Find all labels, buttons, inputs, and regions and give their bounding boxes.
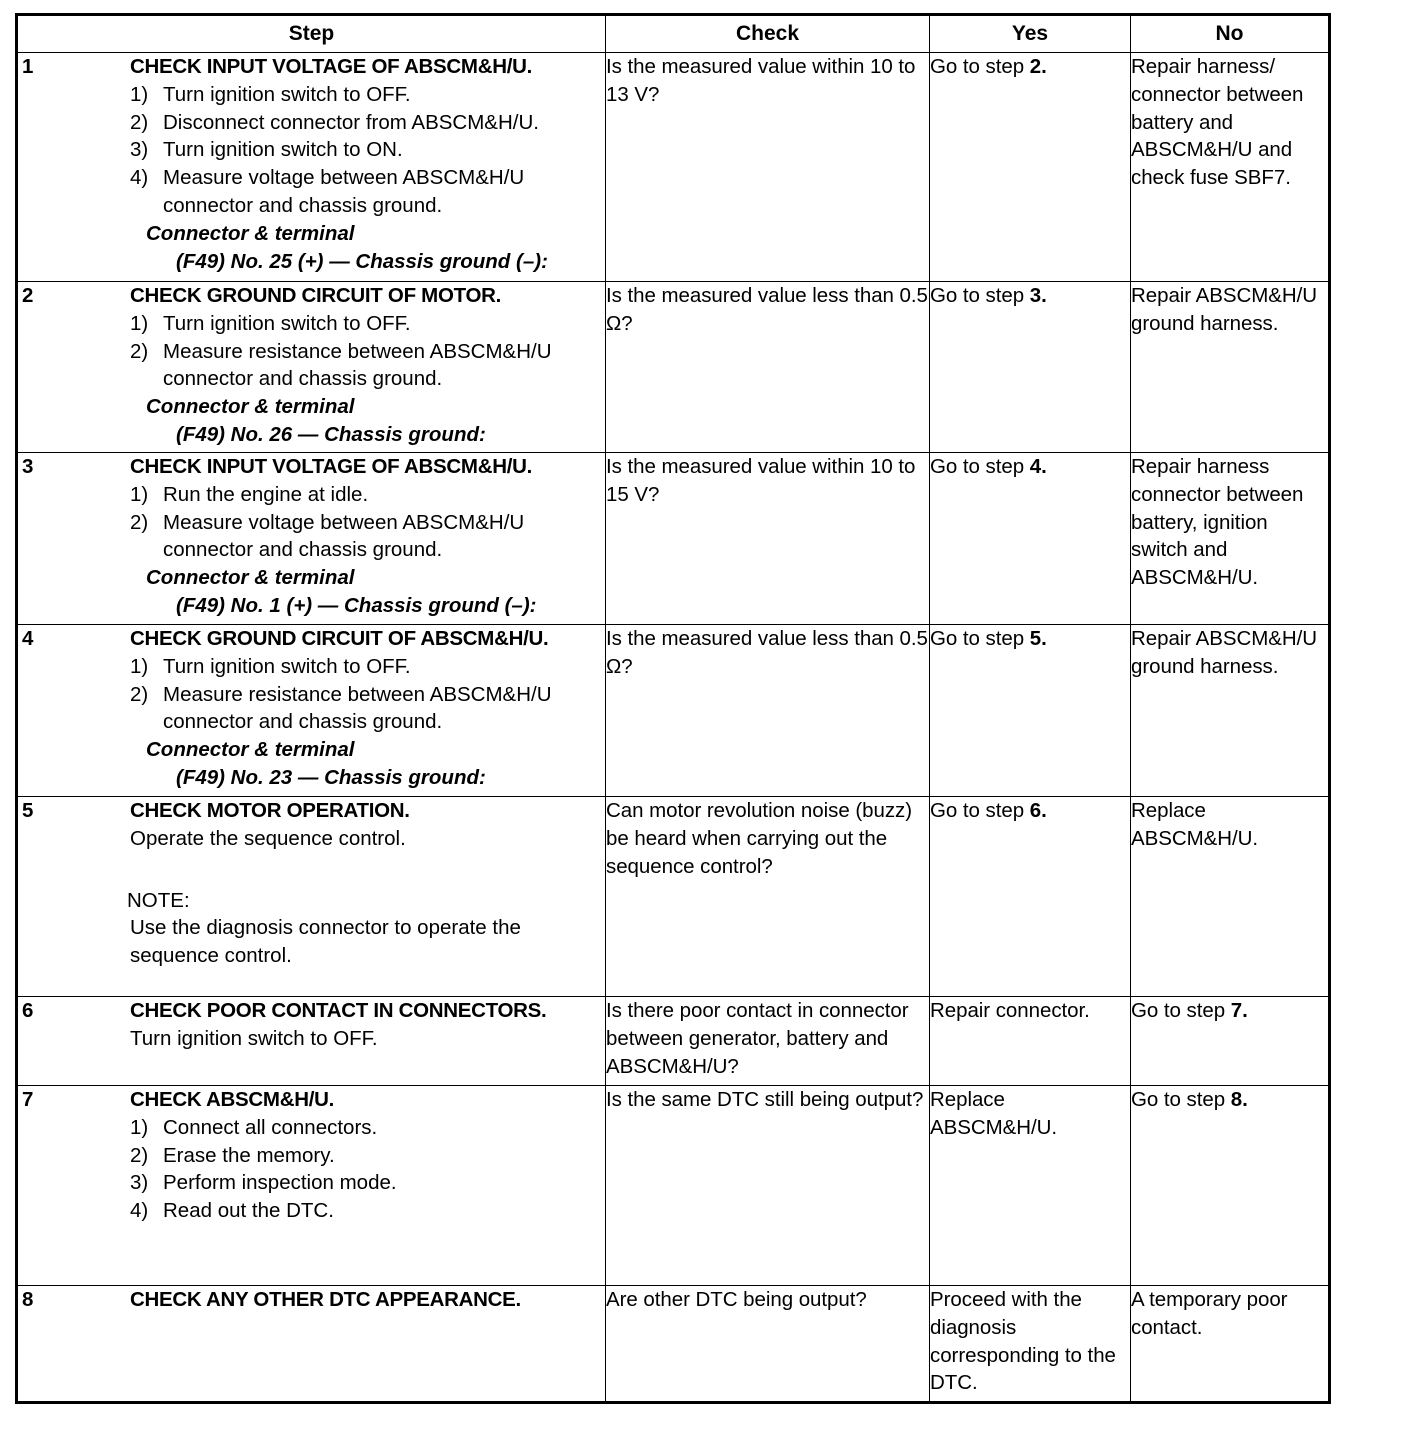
no-cell: Repair ABSCM&H/U ground harness. xyxy=(1131,282,1330,453)
sub-step-number: 4) xyxy=(130,1199,149,1223)
sub-step-text: Measure voltage between ABSCM&H/U connector and chassis ground. xyxy=(163,166,525,217)
sub-step xyxy=(130,1114,605,1142)
sub-step-number: 3) xyxy=(130,138,149,162)
yes-cell xyxy=(930,53,1131,282)
sub-step-number: 2) xyxy=(130,682,149,706)
sub-step-number: 1) xyxy=(130,82,149,106)
header-yes: Yes xyxy=(930,15,1131,53)
sub-step-number: 2) xyxy=(130,110,149,134)
sub-step-number: 1) xyxy=(130,1115,149,1139)
sub-step-text: Turn ignition switch to OFF. xyxy=(163,311,411,335)
no-text: Go to step xyxy=(1131,999,1231,1022)
no-cell: Repair ABSCM&H/U ground harness. xyxy=(1131,625,1330,797)
sub-step-number: 2) xyxy=(130,510,149,534)
table-row xyxy=(17,53,1330,282)
step-cell xyxy=(17,1086,606,1286)
no-cell xyxy=(1131,997,1330,1086)
yes-text: Go to step xyxy=(930,284,1030,307)
table-row xyxy=(17,282,1330,453)
check-cell: Is the measured value within 10 to 15 V? xyxy=(606,453,930,625)
step-title: CHECK MOTOR OPERATION. xyxy=(130,799,410,822)
yes-cell xyxy=(930,282,1131,453)
no-cell: Repair harness/ connector between battery and ABSCM&H/U and check fuse SBF7. xyxy=(1131,53,1330,282)
sub-step-number: 4) xyxy=(130,166,149,190)
sub-step xyxy=(130,109,605,137)
yes-step-ref: 3. xyxy=(1029,284,1047,307)
sub-step-text: Read out the DTC. xyxy=(163,1199,334,1223)
step-number: 7 xyxy=(22,1088,34,1111)
step-cell xyxy=(17,997,606,1086)
connector-value: (F49) No. 1 (+) — Chassis ground (–): xyxy=(176,593,537,617)
check-cell: Is there poor contact in connector between generator, battery and ABSCM&H/U? xyxy=(606,997,930,1086)
no-step-ref: 7. xyxy=(1230,999,1248,1022)
sub-step xyxy=(130,338,605,394)
step-title: CHECK POOR CONTACT IN CONNECTORS. xyxy=(130,999,547,1022)
step-title: CHECK INPUT VOLTAGE OF ABSCM&H/U. xyxy=(130,455,532,478)
step-title: CHECK GROUND CIRCUIT OF ABSCM&H/U. xyxy=(130,627,549,650)
sub-step-text: Perform inspection mode. xyxy=(163,1171,397,1195)
connector-label: Connector & terminal xyxy=(146,566,355,590)
step-title: CHECK ANY OTHER DTC APPEARANCE. xyxy=(130,1288,521,1311)
check-cell: Can motor revolution noise (buzz) be heard when carrying out the sequence control? xyxy=(606,797,930,997)
table-row xyxy=(17,1086,1330,1286)
note-label: NOTE: xyxy=(127,888,190,912)
sub-step-text: Measure resistance between ABSCM&H/U connector and chassis ground. xyxy=(163,682,552,734)
yes-text: Go to step xyxy=(930,627,1030,650)
check-cell: Is the measured value within 10 to 13 V? xyxy=(606,53,930,282)
yes-cell xyxy=(930,453,1131,625)
step-number: 5 xyxy=(22,799,34,822)
step-cell xyxy=(17,282,606,453)
table-row xyxy=(17,797,1330,997)
check-cell: Is the same DTC still being output? xyxy=(606,1086,930,1286)
sub-step-text: Disconnect connector from ABSCM&H/U. xyxy=(163,110,539,134)
no-cell xyxy=(1131,1086,1330,1286)
no-cell: Replace ABSCM&H/U. xyxy=(1131,797,1330,997)
yes-cell: Replace ABSCM&H/U. xyxy=(930,1086,1131,1286)
sub-step xyxy=(130,1197,605,1225)
sub-step xyxy=(130,164,605,220)
sub-step-text: Measure resistance between ABSCM&H/U connector and chassis ground. xyxy=(163,339,552,391)
sub-step xyxy=(130,310,605,338)
step-number: 4 xyxy=(22,627,34,650)
sub-step-text: Turn ignition switch to OFF. xyxy=(163,654,411,678)
sub-step xyxy=(130,1142,605,1170)
yes-step-ref: 2. xyxy=(1029,55,1047,78)
sub-step-text: Erase the memory. xyxy=(163,1143,335,1167)
step-number: 6 xyxy=(22,999,34,1022)
step-cell xyxy=(17,53,606,282)
sub-step xyxy=(130,681,605,737)
connector-value: (F49) No. 23 — Chassis ground: xyxy=(176,765,486,789)
sub-step xyxy=(130,81,605,109)
step-title: CHECK INPUT VOLTAGE OF ABSCM&H/U. xyxy=(130,55,532,78)
connector-label: Connector & terminal xyxy=(146,738,355,762)
step-instruction: Operate the sequence control. xyxy=(130,826,406,850)
diagnosis-table xyxy=(15,13,1331,1404)
header-row xyxy=(17,15,1330,53)
step-cell xyxy=(17,797,606,997)
step-title: CHECK GROUND CIRCUIT OF MOTOR. xyxy=(130,284,502,307)
step-number: 1 xyxy=(22,55,34,78)
sub-step-text: Turn ignition switch to ON. xyxy=(163,138,403,162)
table-row xyxy=(17,625,1330,797)
sub-step-number: 2) xyxy=(130,1143,149,1167)
yes-cell: Proceed with the diagnosis corresponding to the DTC. xyxy=(930,1286,1131,1403)
sub-step-number: 1) xyxy=(130,482,149,506)
table-row xyxy=(17,453,1330,625)
sub-step xyxy=(130,653,605,681)
connector-value: (F49) No. 26 — Chassis ground: xyxy=(176,422,486,446)
sub-step xyxy=(130,509,605,565)
sub-step-text: Turn ignition switch to OFF. xyxy=(163,82,411,106)
step-cell xyxy=(17,625,606,797)
sub-step-text: Measure voltage between ABSCM&H/U connector and chassis ground. xyxy=(163,510,525,562)
step-number: 2 xyxy=(22,284,34,307)
no-step-ref: 8. xyxy=(1230,1088,1248,1111)
sub-step-number: 1) xyxy=(130,654,149,678)
yes-cell xyxy=(930,797,1131,997)
sub-step-number: 2) xyxy=(130,339,149,363)
sub-step xyxy=(130,1169,605,1197)
table-row xyxy=(17,997,1330,1086)
check-cell: Is the measured value less than 0.5 Ω? xyxy=(606,625,930,797)
header-step: Step xyxy=(17,15,606,53)
yes-text: Go to step xyxy=(930,799,1030,822)
sub-step-text: Run the engine at idle. xyxy=(163,482,369,506)
sub-step-number: 1) xyxy=(130,311,149,335)
step-cell xyxy=(17,1286,606,1403)
step-instruction: Turn ignition switch to OFF. xyxy=(130,1026,378,1050)
yes-cell: Repair connector. xyxy=(930,997,1131,1086)
no-cell: Repair harness connector between battery, ignition switch and ABSCM&H/U. xyxy=(1131,453,1330,625)
check-cell: Is the measured value less than 0.5 Ω? xyxy=(606,282,930,453)
yes-step-ref: 5. xyxy=(1029,627,1047,650)
step-number: 3 xyxy=(22,455,34,478)
step-number: 8 xyxy=(22,1288,34,1311)
sub-step xyxy=(130,136,605,164)
no-cell: A temporary poor contact. xyxy=(1131,1286,1330,1403)
yes-text: Go to step xyxy=(930,455,1030,478)
connector-label: Connector & terminal xyxy=(146,221,355,245)
sub-step xyxy=(130,481,605,509)
yes-step-ref: 4. xyxy=(1029,455,1047,478)
sub-step-text: Connect all connectors. xyxy=(163,1115,378,1139)
note-text: Use the diagnosis connector to operate the sequence control. xyxy=(130,916,521,968)
check-cell: Are other DTC being output? xyxy=(606,1286,930,1403)
sub-step-number: 3) xyxy=(130,1171,149,1195)
yes-cell xyxy=(930,625,1131,797)
yes-step-ref: 6. xyxy=(1029,799,1047,822)
header-check: Check xyxy=(606,15,930,53)
table-row xyxy=(17,1286,1330,1403)
header-no: No xyxy=(1131,15,1330,53)
yes-text: Go to step xyxy=(930,55,1030,78)
step-title: CHECK ABSCM&H/U. xyxy=(130,1088,334,1111)
step-cell xyxy=(17,453,606,625)
connector-label: Connector & terminal xyxy=(146,395,355,419)
no-text: Go to step xyxy=(1131,1088,1231,1111)
connector-value: (F49) No. 25 (+) — Chassis ground (–): xyxy=(176,249,548,273)
